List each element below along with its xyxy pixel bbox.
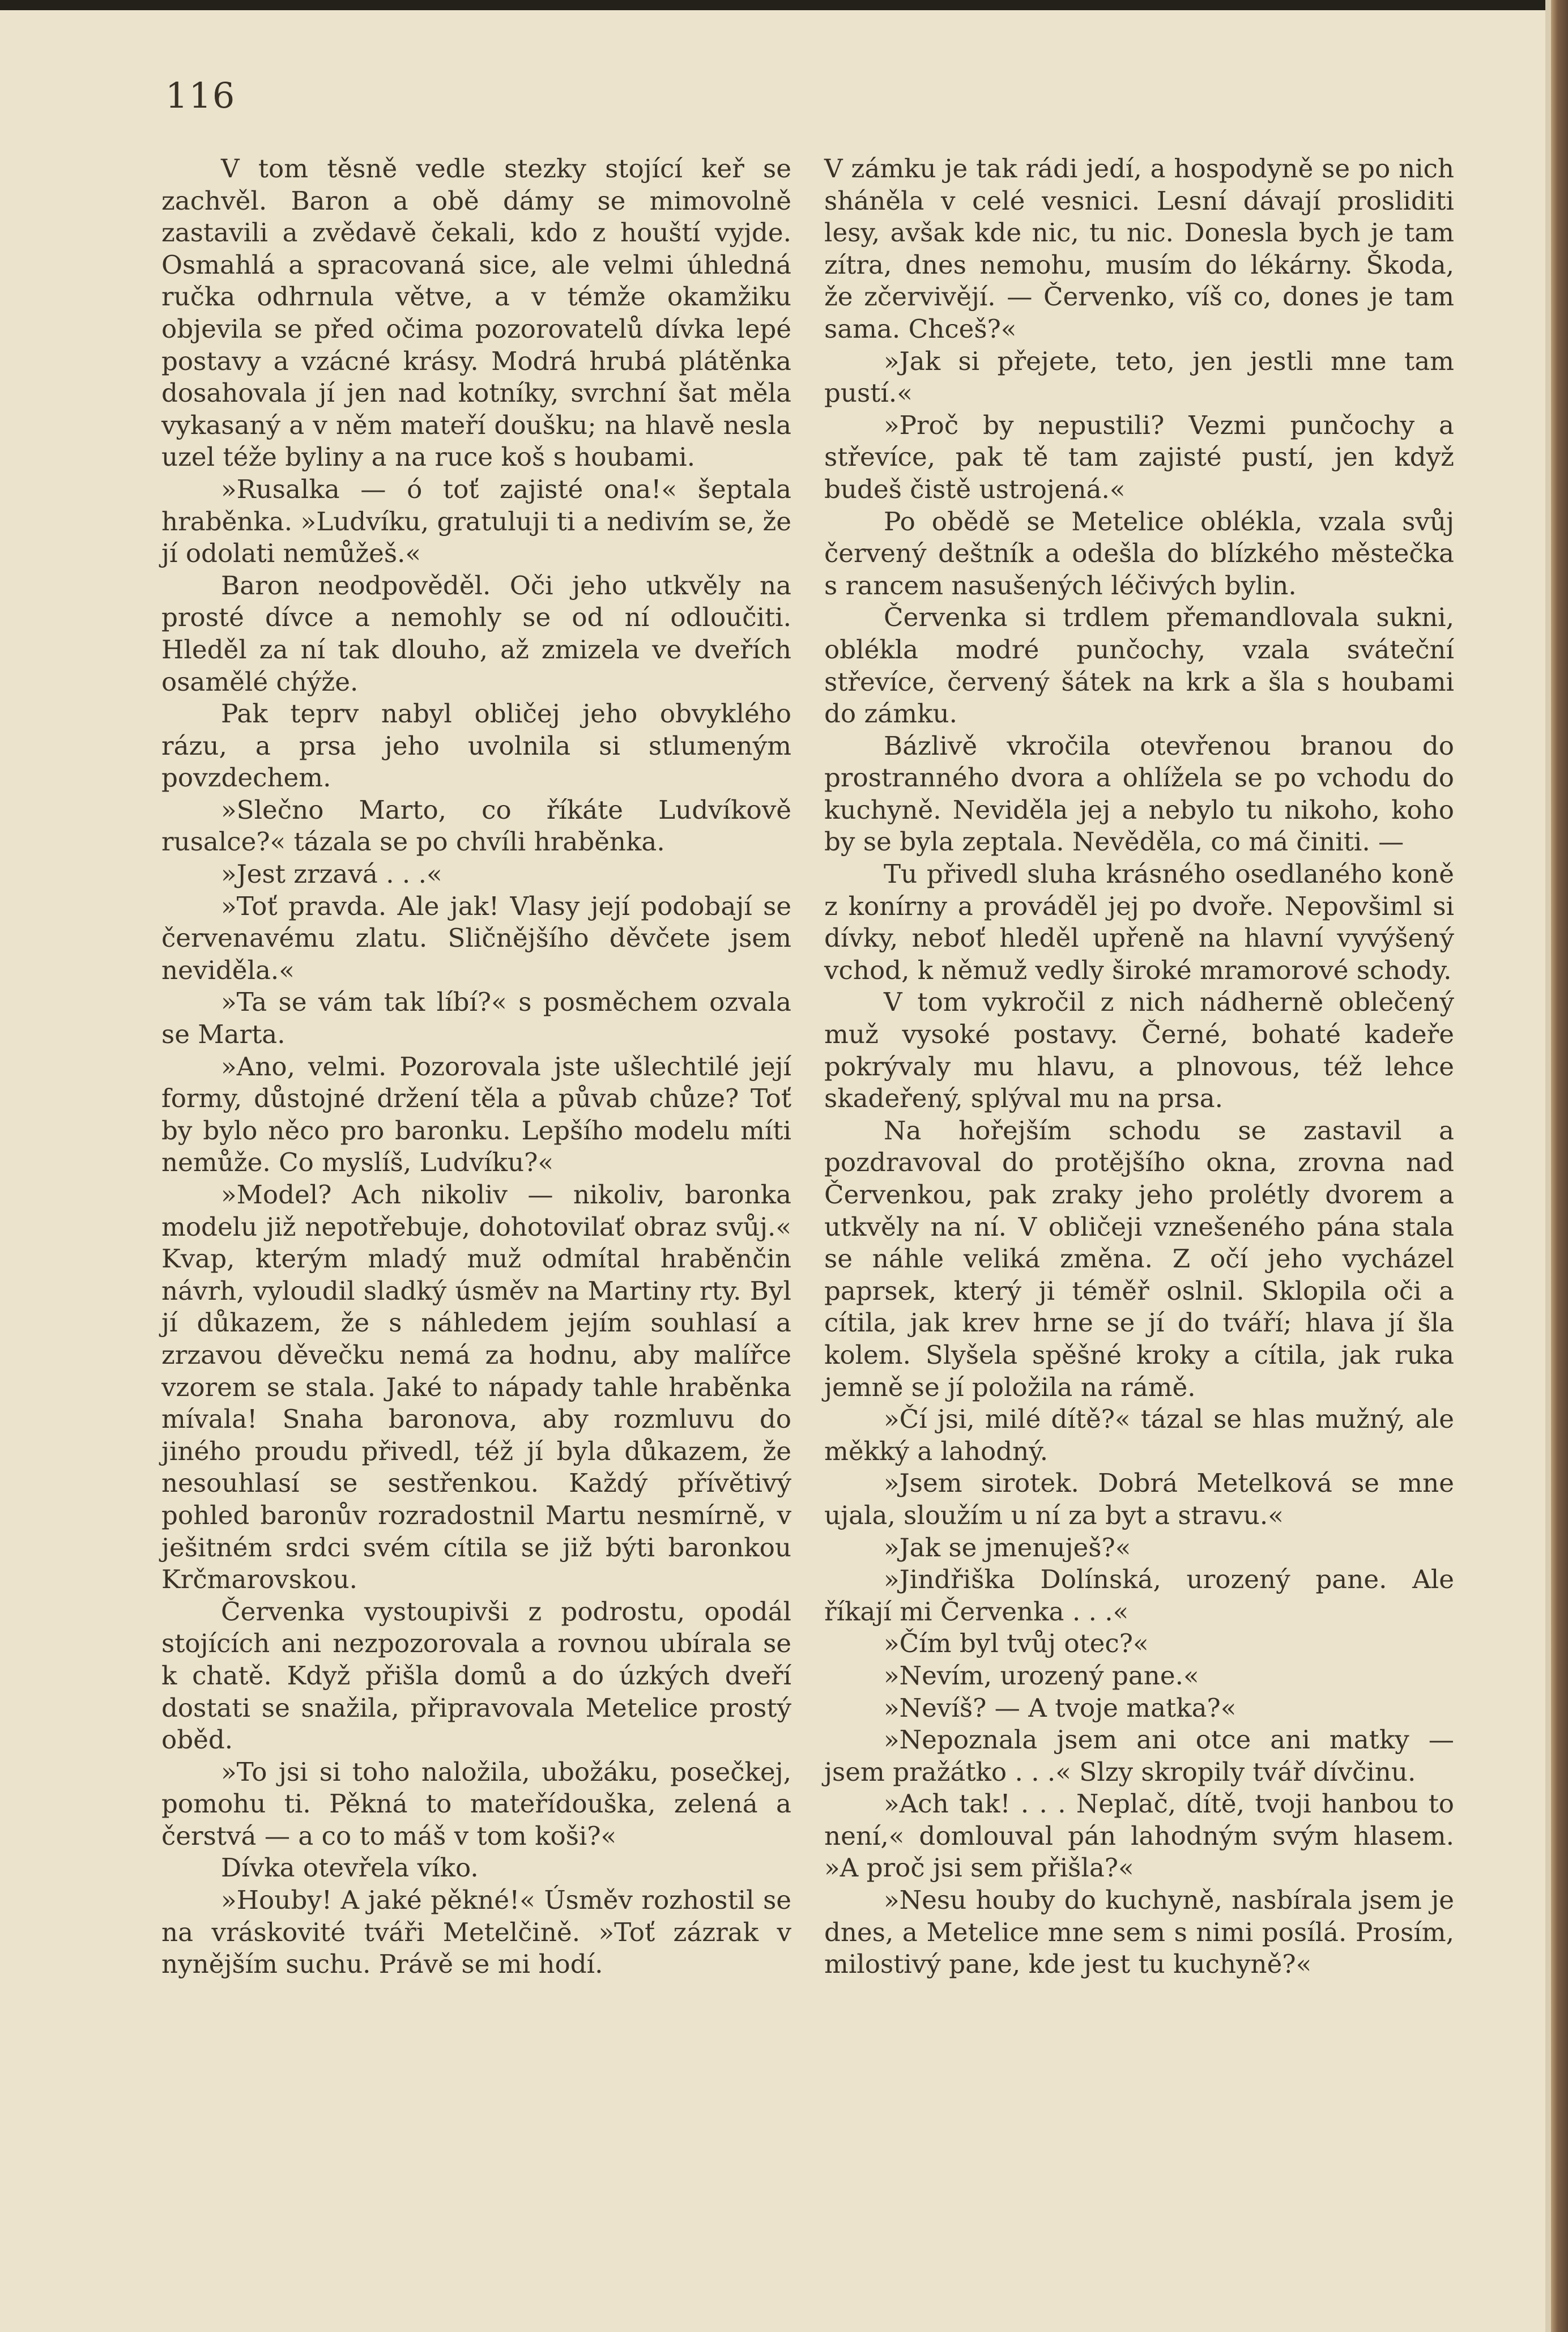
- paragraph: Červenka si trdlem přemandlovala sukni, oblékla modré punčochy, vzala sváteční střevíce, červený šátek na krk a šla s houbami do zámku.: [824, 602, 1454, 729]
- paragraph: Dívka otevřela víko.: [221, 1853, 479, 1883]
- paragraph: Pak teprv nabyl obličej jeho obvyklého rázu, a prsa jeho uvolnila si stlumeným povzdechem.: [161, 699, 791, 793]
- paragraph: »Jsem sirotek. Dobrá Metelková se mne ujala, sloužím u ní za byt a stravu.«: [824, 1468, 1454, 1530]
- paragraph: »Houby! A jaké pěkné!« Úsměv rozhostil se na vráskovité tváři Metelčině. »Toť zázrak v nynějším suchu. Právě se mi hodí.: [161, 1885, 791, 1980]
- paragraph: V tom vykročil z nich nádherně oblečený muž vysoké postavy. Černé, bohaté kadeře pokrývaly mu hlavu, a plnovous, též lehce skadeřený, splýval mu na prsa.: [824, 987, 1454, 1114]
- paragraph: Baron neodpověděl. Oči jeho utkvěly na prosté dívce a nemohly se od ní odloučiti. Hleděl za ní tak dlouho, až zmizela ve dveřích osamělé chýže.: [161, 570, 791, 697]
- paragraph: »Ta se vám tak líbí?« s posměchem ozvala se Marta.: [161, 987, 791, 1050]
- paragraph: Po obědě se Metelice oblékla, vzala svůj červený deštník a odešla do blízkého městečka s rancem nasušených léčivých bylin.: [824, 506, 1454, 601]
- page-edge: [1545, 0, 1551, 2332]
- paragraph: »Proč by nepustili? Vezmi punčochy a střevíce, pak tě tam zajisté pustí, jen když budeš čistě ustrojená.«: [824, 410, 1454, 504]
- paragraph: Tu přivedl sluha krásného osedlaného koně z konírny a prováděl jej po dvoře. Nepovšiml si dívky, neboť hleděl upřeně na hlavní vyvýšený vchod, k němuž vedly široké mramorové schody.: [824, 859, 1454, 985]
- paragraph: »Toť pravda. Ale jak! Vlasy její podobají se červenavému zlatu. Sličnějšího děvčete jsem neviděla.«: [161, 891, 791, 985]
- paragraph: »Jak se jmenuješ?«: [884, 1532, 1131, 1563]
- paragraph: »Čím byl tvůj otec?«: [884, 1628, 1149, 1659]
- paragraph: Bázlivě vkročila otevřenou branou do prostranného dvora a ohlížela se po vchodu do kuchyně. Neviděla jej a nebylo tu nikoho, koho by se byla zeptala. Nevěděla, co má činiti. —: [824, 730, 1454, 857]
- paragraph: »Čí jsi, milé dítě?« tázal se hlas mužný, ale měkký a lahodný.: [824, 1404, 1454, 1466]
- right-column: [824, 153, 1454, 1981]
- paragraph: »Nevíš? — A tvoje matka?«: [884, 1692, 1237, 1723]
- paragraph: Na hořejším schodu se zastavil a pozdravoval do protějšího okna, zrovna nad Červenkou, pak zraky jeho prolétly dvorem a utkvěly na ní. V obličeji vznešeného pána stala se náhle veliká změna. Z očí jeho vycházel paprsek, který ji téměř oslnil. Sklopila oči a cítila, jak krev hrne se jí do tváří; hlava jí šla kolem. Slyšela spěšné kroky a cítila, jak ruka jemně se jí položila na rámě.: [824, 1115, 1454, 1402]
- paragraph: V tom těsně vedle stezky stojící keř se zachvěl. Baron a obě dámy se mimovolně zastavili a zvědavě čekali, kdo z houští vyjde. Osmahlá a spracovaná sice, ale velmi úhledná ručka odhrnula větve, a v témže okamžiku objevila se před očima pozorovatelů dívka lepé postavy a vzácné krásy. Modrá hrubá plátěnka dosahovala jí jen nad kotníky, svrchní šat měla vykasaný a v něm mateří doušku; na hlavě nesla uzel téže byliny a na ruce koš s houbami.: [161, 154, 791, 473]
- paragraph: »Nesu houby do kuchyně, nasbírala jsem je dnes, a Metelice mne sem s nimi posílá. Prosím, milostivý pane, kde jest tu kuchyně?«: [824, 1885, 1454, 1980]
- paragraph: »Slečno Marto, co říkáte Ludvíkově rusalce?« tázala se po chvíli hraběnka.: [161, 794, 791, 857]
- paragraph: »Jindřiška Dolínská, urozený pane. Ale říkají mi Červenka . . .«: [824, 1564, 1454, 1627]
- paragraph: V zámku je tak rádi jedí, a hospodyně se po nich sháněla v celé vesnici. Lesní dávají prosliditi lesy, avšak kde nic, tu nic. Donesla bych je tam zítra, dnes nemohu, musím do lékárny. Škoda, že zčervivějí. — Červenko, víš co, dones je tam sama. Chceš?«: [824, 154, 1454, 344]
- paragraph: »Ach tak! . . . Neplač, dítě, tvoji hanbou to není,« domlouval pán lahodným svým hlasem. »A proč jsi sem přišla?«: [824, 1789, 1454, 1883]
- page-number: 116: [165, 75, 236, 116]
- left-column: [161, 153, 791, 1981]
- paragraph: »Jest zrzavá . . .«: [221, 859, 442, 890]
- paragraph: »Ano, velmi. Pozorovala jste ušlechtilé její formy, důstojné držení těla a půvab chůze? Toť by bylo něco pro baronku. Lepšího modelu míti nemůže. Co myslíš, Ludvíku?«: [161, 1051, 791, 1178]
- binding-strip: [1551, 0, 1568, 2332]
- paragraph: »Jak si přejete, teto, jen jestli mne tam pustí.«: [824, 346, 1454, 408]
- top-border: [0, 0, 1568, 10]
- paragraph: »Rusalka — ó toť zajisté ona!« šeptala hraběnka. »Ludvíku, gratuluji ti a nedivím se, že jí odolati nemůžeš.«: [161, 474, 791, 569]
- paragraph: »Nepoznala jsem ani otce ani matky — jsem pražátko . . .« Slzy skropily tvář dívčinu.: [824, 1725, 1454, 1787]
- paragraph: Červenka vystoupivši z podrostu, opodál stojících ani nezpozorovala a rovnou ubírala se k chatě. Když přišla domů a do úzkých dveří dostati se snažila, připravovala Metelice prostý oběd.: [161, 1596, 791, 1755]
- paragraph: »To jsi si toho naložila, ubožáku, posečkej, pomohu ti. Pěkná to mateřídouška, zelená a čerstvá — a co to máš v tom koši?«: [161, 1756, 791, 1851]
- paragraph: »Nevím, urozený pane.«: [884, 1660, 1199, 1691]
- paragraph: »Model? Ach nikoliv — nikoliv, baronka modelu již nepotřebuje, dohotovilať obraz svůj.« Kvap, kterým mladý muž odmítal hraběnčin návrh, vyloudil sladký úsměv na Martiny rty. Byl jí důkazem, že s náhledem jejím souhlasí a zrzavou děvečku nemá za hodnu, aby malířce vzorem se stala. Jaké to nápady tahle hraběnka mívala! Snaha baronova, aby rozmluvu do jiného proudu přivedl, též jí byla důkazem, že nesouhlasí se sestřenkou. Každý přívětivý pohled baronův rozradostnil Martu nesmírně, v ješitném srdci svém cítila se již býti baronkou Krčmarovskou.: [161, 1180, 791, 1595]
